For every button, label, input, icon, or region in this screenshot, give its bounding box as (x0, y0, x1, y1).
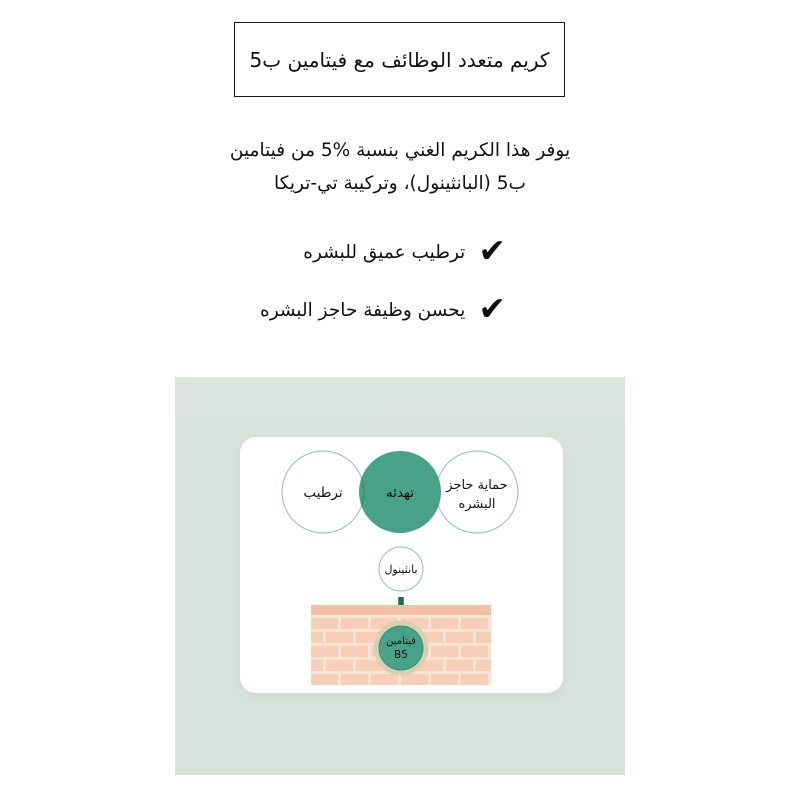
benefit-text: يحسن وظيفة حاجز البشره (260, 299, 466, 321)
vitamin-b5-circle (379, 626, 423, 670)
benefits-diagram (240, 437, 563, 693)
product-title-box (234, 22, 565, 97)
intro-paragraph (190, 134, 610, 200)
diagram-card (240, 437, 563, 693)
venn-label-barrier-line2: البشره (458, 497, 496, 512)
venn-label-barrier-line1: حماية حاجز (446, 478, 508, 493)
check-icon: ✔ (478, 231, 506, 270)
vitamin-b5-label-line1: فيتامين (386, 636, 416, 647)
product-title: كريم متعدد الوظائف مع فيتامين ب5 (249, 47, 550, 72)
intro-line-1: يوفر هذا الكريم الغني بنسبة %5 من فيتامين (229, 140, 571, 161)
brick-wall-top-band (311, 605, 491, 615)
venn-label-soothing: تهدئه (385, 485, 415, 501)
benefit-item-moisturizing (303, 231, 506, 270)
benefit-text: ترطيب عميق للبشره (303, 241, 466, 263)
panthenol-label: بانثينول (384, 563, 418, 576)
intro-line-2: ب5 (البانثينول)، وتركيبة تي-تريكا (274, 173, 526, 194)
vitamin-b5-label-line2: B5 (394, 649, 408, 661)
check-icon: ✔ (478, 289, 506, 328)
venn-label-moisturizing: ترطيب (303, 485, 343, 501)
benefit-item-barrier (260, 289, 506, 328)
benefit-list (260, 231, 506, 328)
